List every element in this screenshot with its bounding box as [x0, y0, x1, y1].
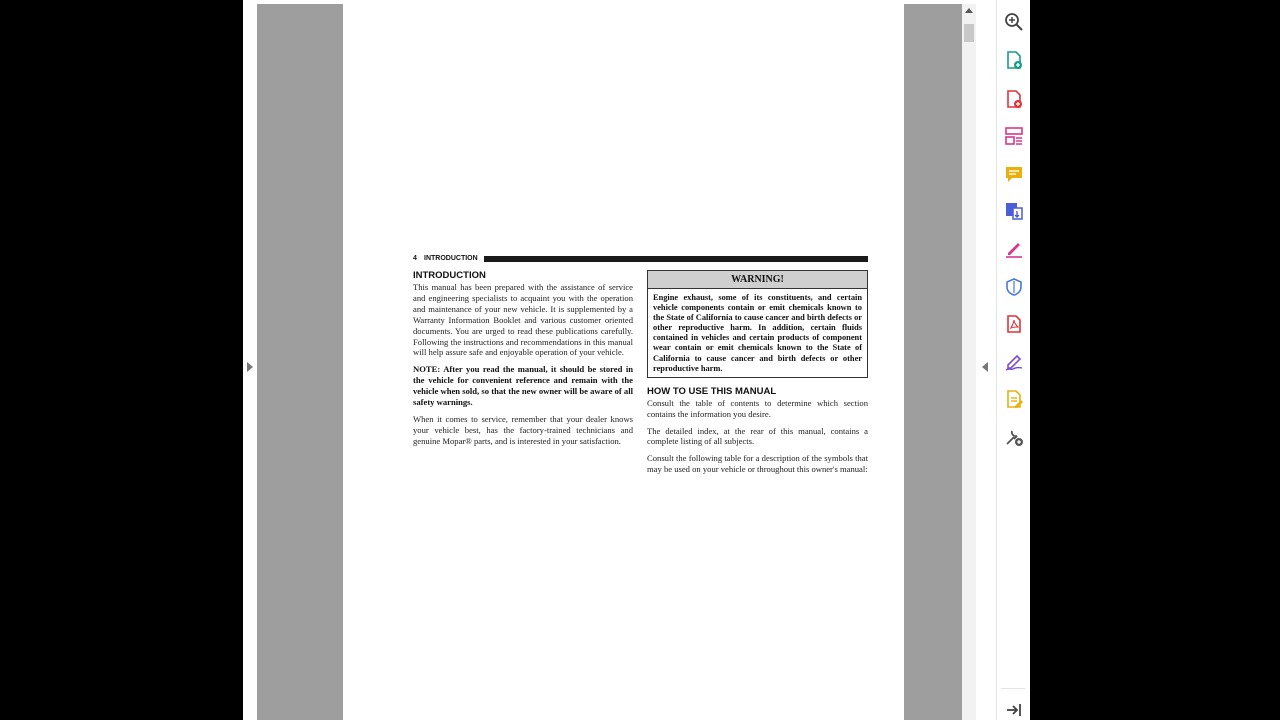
tool-rail-separator [1001, 688, 1025, 689]
more-tools-icon [1004, 427, 1024, 447]
document-page [343, 4, 904, 720]
request-signature-icon [1004, 352, 1024, 372]
left-panel-strip [243, 4, 257, 720]
create-pdf-tool[interactable] [1001, 47, 1027, 73]
request-signature-tool[interactable] [1001, 349, 1027, 375]
scroll-thumb[interactable] [964, 24, 974, 42]
how-to-use-heading: HOW TO USE THIS MANUAL [647, 385, 777, 397]
introduction-heading: INTRODUCTION [413, 270, 486, 281]
page-number: 4 [413, 255, 417, 262]
acrobat-pdf-tool[interactable] [1001, 311, 1027, 337]
edit-document-icon [1004, 389, 1024, 409]
right-column [647, 270, 868, 481]
how-to-use-paragraph-3: Consult the following table for a description of the symbols that may be used on your vehicle or throughout this owner's manual: [647, 453, 868, 475]
collapse-tools-arrow-icon[interactable] [982, 362, 988, 372]
fill-sign-icon [1004, 239, 1024, 259]
expand-left-panel-icon[interactable] [247, 362, 253, 372]
warning-text: Engine exhaust, some of its constituents, and certain vehicle components contain or emit chemicals known to the State of California to cause cancer and birth defects or other reproductive harm. In addition, certain fluids contained in vehicles and certain products of component wear contain or emit chemicals known to the State of California to cause cancer and birth defects or other reproductive harm. [653, 293, 862, 373]
note-paragraph: NOTE: After you read the manual, it should be stored in the vehicle for convenient reference and remain with the vehicle when sold, so that the new owner will be aware of all safety warnings. [413, 364, 633, 408]
warning-title: WARNING! [648, 271, 867, 289]
service-paragraph: When it comes to service, remember that your dealer knows your vehicle best, has the factory-trained technicians and genuine Mopar® parts, and is interested in your satisfaction. [413, 413, 633, 446]
protect-tool[interactable] [1001, 274, 1027, 300]
zoom-tool[interactable] [1001, 9, 1027, 35]
document-area[interactable] [257, 4, 962, 720]
vertical-scrollbar[interactable] [962, 4, 976, 720]
organize-pages-tool[interactable] [1001, 123, 1027, 149]
warning-box [647, 270, 868, 378]
page-header [413, 254, 868, 264]
comment-tool[interactable] [1001, 161, 1027, 187]
left-column [413, 270, 633, 453]
how-to-use-paragraph-2: The detailed index, at the rear of this manual, contains a complete listing of all subjects. [647, 425, 868, 447]
pdf-viewer [243, 0, 1030, 720]
collapse-panel-icon [1004, 700, 1024, 720]
page-section-title: INTRODUCTION [424, 255, 478, 262]
export-pdf-tool[interactable] [1001, 86, 1027, 112]
protect-icon [1004, 277, 1024, 297]
scan-tool[interactable] [1001, 198, 1027, 224]
introduction-paragraph: This manual has been prepared with the assistance of service and engineering specialists to acquaint you with the operation and maintenance of your new vehicle. It is supplemented by a Warranty Information Booklet and various customer oriented documents. You are urged to read these publications carefully. Following the instructions and recommendations in this manual will help assure safe and enjoyable operation of your vehicle. [413, 282, 633, 358]
organize-pages-icon [1004, 126, 1024, 146]
more-tools-tool[interactable] [1001, 424, 1027, 450]
edit-document-tool[interactable] [1001, 386, 1027, 412]
scan-icon [1004, 201, 1024, 221]
header-rule [484, 256, 868, 262]
export-pdf-icon [1004, 89, 1024, 109]
collapse-panel-tool[interactable] [1001, 697, 1027, 720]
acrobat-pdf-icon [1004, 314, 1024, 334]
how-to-use-paragraph-1: Consult the table of contents to determine which section contains the information you desire. [647, 397, 868, 419]
zoom-icon [1004, 12, 1024, 32]
scroll-up-icon[interactable] [965, 8, 973, 13]
create-pdf-icon [1004, 50, 1024, 70]
tools-rail [997, 0, 1030, 720]
fill-sign-tool[interactable] [1001, 236, 1027, 262]
comment-icon [1004, 164, 1024, 184]
